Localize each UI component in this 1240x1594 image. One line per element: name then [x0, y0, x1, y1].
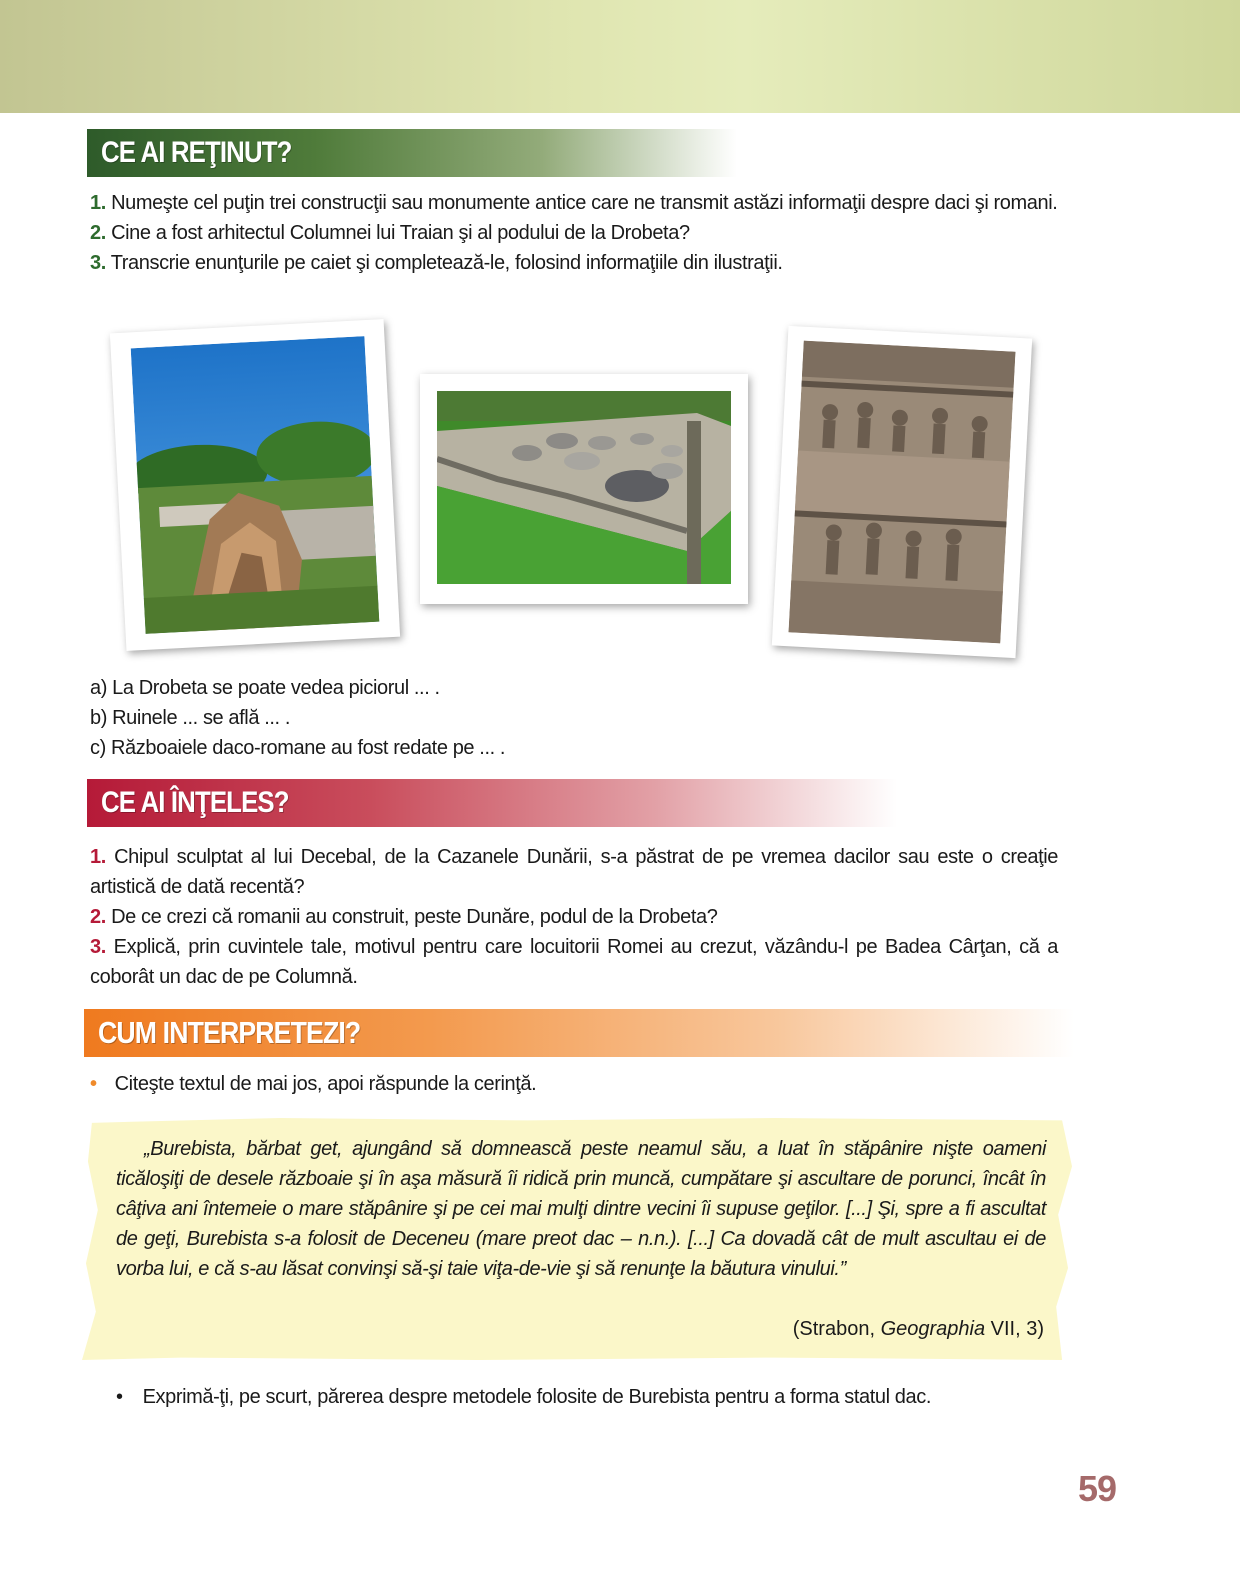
- section-title: CE AI REŢINUT?: [101, 136, 292, 169]
- section-title: CE AI ÎNŢELES?: [101, 786, 289, 819]
- column-relief-image: [789, 341, 1016, 644]
- statement-c: c) Războaiele daco-romane au fost redate pe ... .: [90, 737, 506, 759]
- inteles-questions: [90, 842, 1058, 992]
- bridge-ruins-image: [437, 391, 731, 584]
- instruction-line: [90, 1069, 1065, 1099]
- top-decorative-band: [0, 0, 1240, 113]
- quote-source: (Strabon, Geographia VII, 3): [792, 1318, 1044, 1340]
- ruins-image: [131, 336, 380, 634]
- photo-ruins: [110, 319, 400, 651]
- section-header-inteles: [87, 779, 897, 827]
- statement-b: b) Ruinele ... se află ... .: [90, 707, 291, 729]
- page-number: 59: [1078, 1468, 1117, 1509]
- task-line: [116, 1382, 1066, 1412]
- photo-trajan-column: [772, 326, 1032, 658]
- task-text: Exprimă-ţi, pe scurt, părerea despre metodele folosite de Burebista pentru a forma statul dac.: [142, 1386, 931, 1408]
- photo-bridge-ruins: [420, 374, 748, 604]
- section-header-interpretezi: [84, 1009, 1074, 1057]
- question-2: 2. Cine a fost arhitectul Columnei lui Traian şi al podului de la Drobeta?: [90, 222, 690, 244]
- instruction-text: Citeşte textul de mai jos, apoi răspunde la cerinţă.: [114, 1073, 537, 1095]
- section-title: CUM INTERPRETEZI?: [98, 1015, 361, 1050]
- section-header-retinut: [87, 129, 737, 177]
- question-1: 1. Numeşte cel puţin trei construcţii sau monumente antice care ne transmit astăzi informaţii despre daci şi romani.: [90, 192, 1058, 214]
- statement-a: a) La Drobeta se poate vedea piciorul ... .: [90, 677, 440, 699]
- strabon-quote: „Burebista, bărbat get, ajungând să domnească peste neamul său, a luat în stăpânire nişte oameni ticăloşiţi de desele războaie şi în aşa măsură îi ridică prin muncă, cumpătare şi ascultare de porunci, încât în câţiva ani întemeie o mare stăpânire şi pe cei mai mulţi dintre vecini îi supuse geţilor. [...] Şi, spre a fi ascultat de geţi, Burebista s-a folosit de Deceneu (mare preot dac – n.n.). [...] Ca dovadă cât de mult ascultau ei de vorba lui, e că s-au lăsat convinşi să-şi taie viţa-de-vie şi să renunţe la băutura vinului.”: [116, 1138, 1046, 1280]
- bullet-icon: •: [116, 1386, 123, 1408]
- bullet-icon: •: [90, 1073, 97, 1095]
- question-1: 1. Chipul sculptat al lui Decebal, de la Cazanele Dunării, s-a păstrat de pe vremea dacilor sau este o creaţie artistică de dată recentă?: [90, 846, 1058, 898]
- question-3: 3. Transcrie enunţurile pe caiet şi completează-le, folosind informaţiile din ilustraţii.: [90, 252, 783, 274]
- question-3: 3. Explică, prin cuvintele tale, motivul pentru care locuitorii Romei au crezut, văzându-l pe Badea Cârţan, că a coborât un dac de pe Columnă.: [90, 936, 1058, 988]
- question-2: 2. De ce crezi că romanii au construit, peste Dunăre, podul de la Drobeta?: [90, 906, 718, 928]
- retinut-questions: [90, 188, 1065, 278]
- completion-statements: [90, 673, 1065, 763]
